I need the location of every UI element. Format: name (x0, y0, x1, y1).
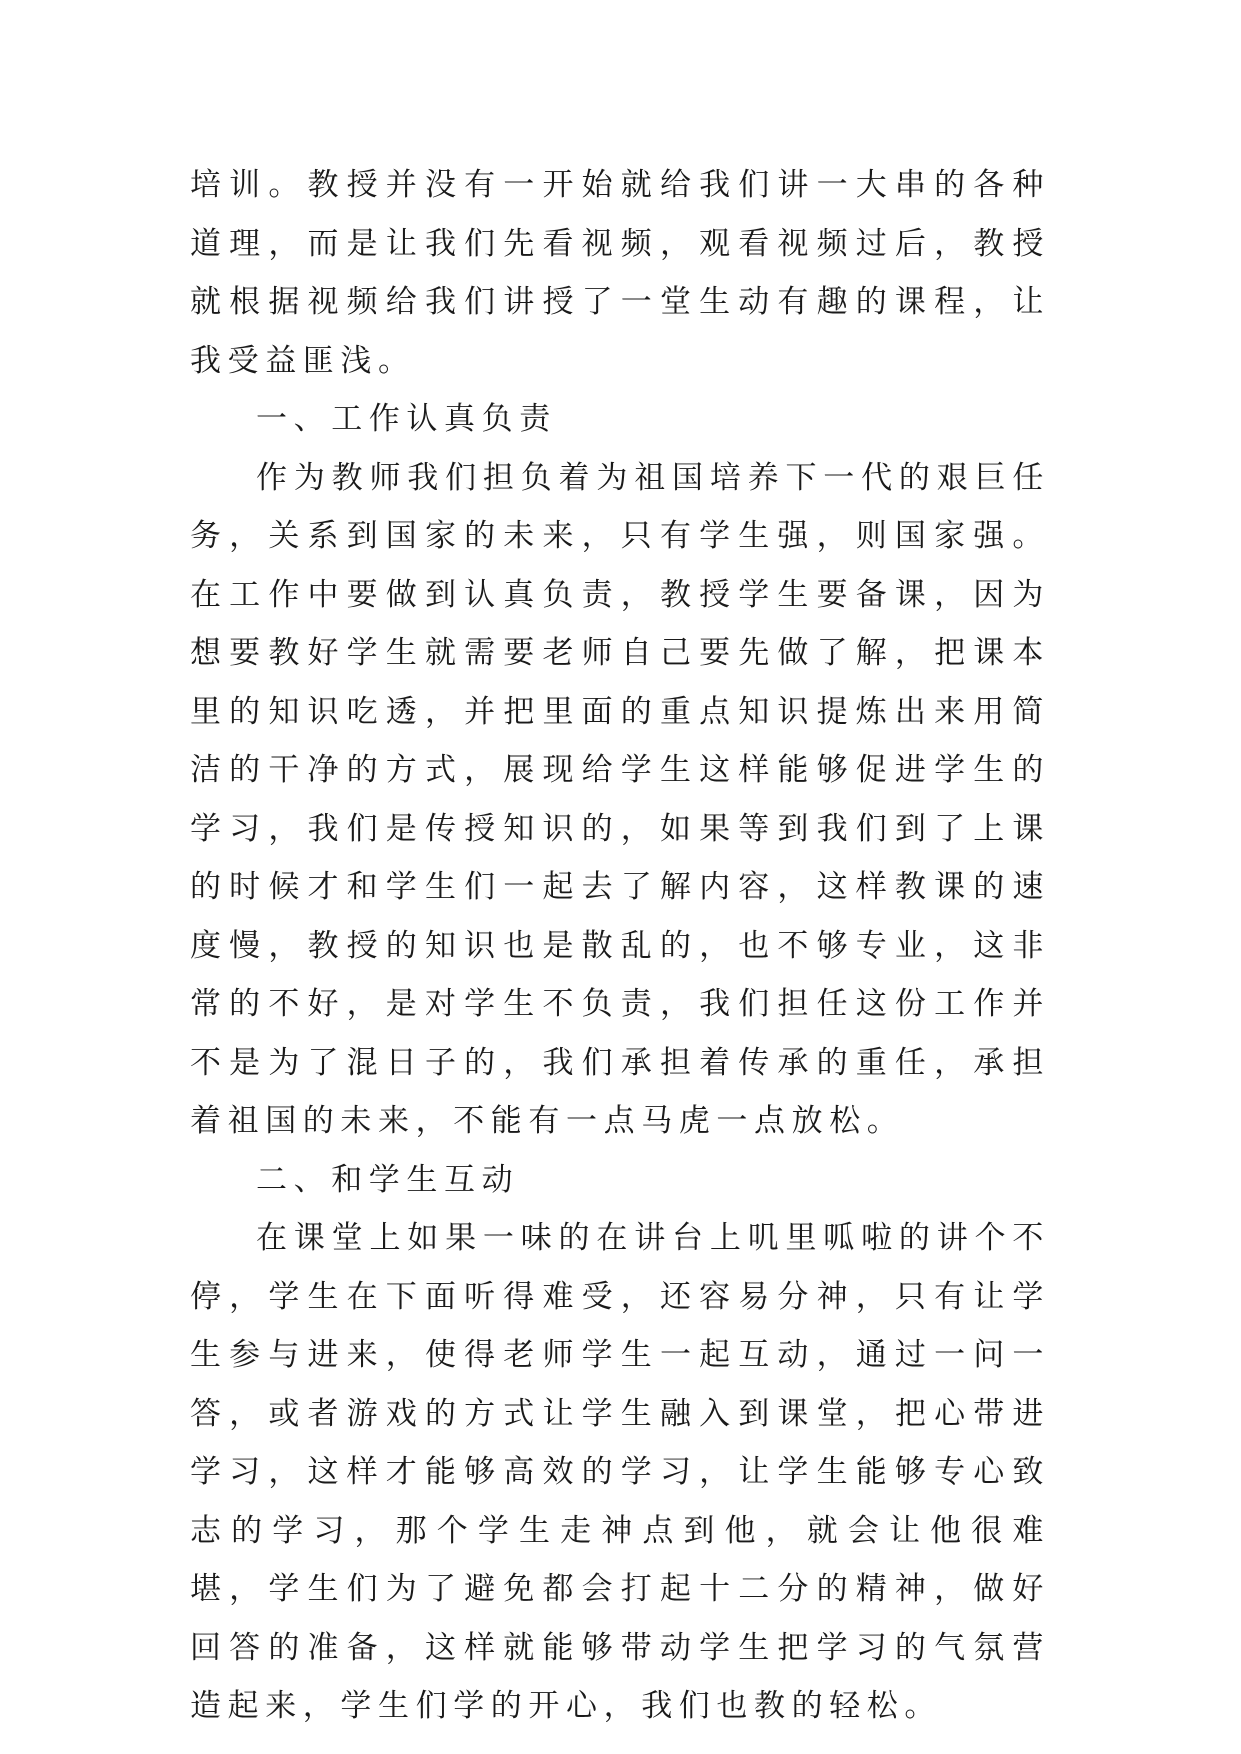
body-paragraph-work-responsibility: 作为教师我们担负着为祖国培养下一代的艰巨任务，关系到国家的未来，只有学生强，则国家强。在工作中要做到认真负责，教授学生要备课，因为想要教好学生就需要老师自己要先做了解，把课本里的知识吃透，并把里面的重点知识提炼出来用简洁的干净的方式，展现给学生这样能够促进学生的学习，我们是传授知识的，如果等到我们到了上课的时候才和学生们一起去了解内容，这样教课的速度慢，教授的知识也是散乱的，也不够专业，这非常的不好，是对学生不负责，我们担任这份工作并不是为了混日子的，我们承担着传承的重任，承担着祖国的未来，不能有一点马虎一点放松。 (190, 459, 1050, 1139)
section-heading-work-responsibility: 一、工作认真负责 (256, 401, 557, 437)
intro-paragraph: 培训。教授并没有一开始就给我们讲一大串的各种道理，而是让我们先看视频，观看视频过后，教授就根据视频给我们讲授了一堂生动有趣的课程，让我受益匪浅。 (190, 167, 1050, 379)
body-paragraph-student-interaction: 在课堂上如果一味的在讲台上叽里呱啦的讲个不停，学生在下面听得难受，还容易分神，只有让学生参与进来，使得老师学生一起互动，通过一问一答，或者游戏的方式让学生融入到课堂，把心带进学习，这样才能够高效的学习，让学生能够专心致志的学习，那个学生走神点到他，就会让他很难堪，学生们为了避免都会打起十二分的精神，做好回答的准备，这样就能够带动学生把学习的气氛营造起来，学生们学的开心，我们也教的轻松。 (190, 1220, 1050, 1724)
document-body (190, 156, 1050, 1736)
section-heading-student-interaction: 二、和学生互动 (256, 1161, 520, 1198)
